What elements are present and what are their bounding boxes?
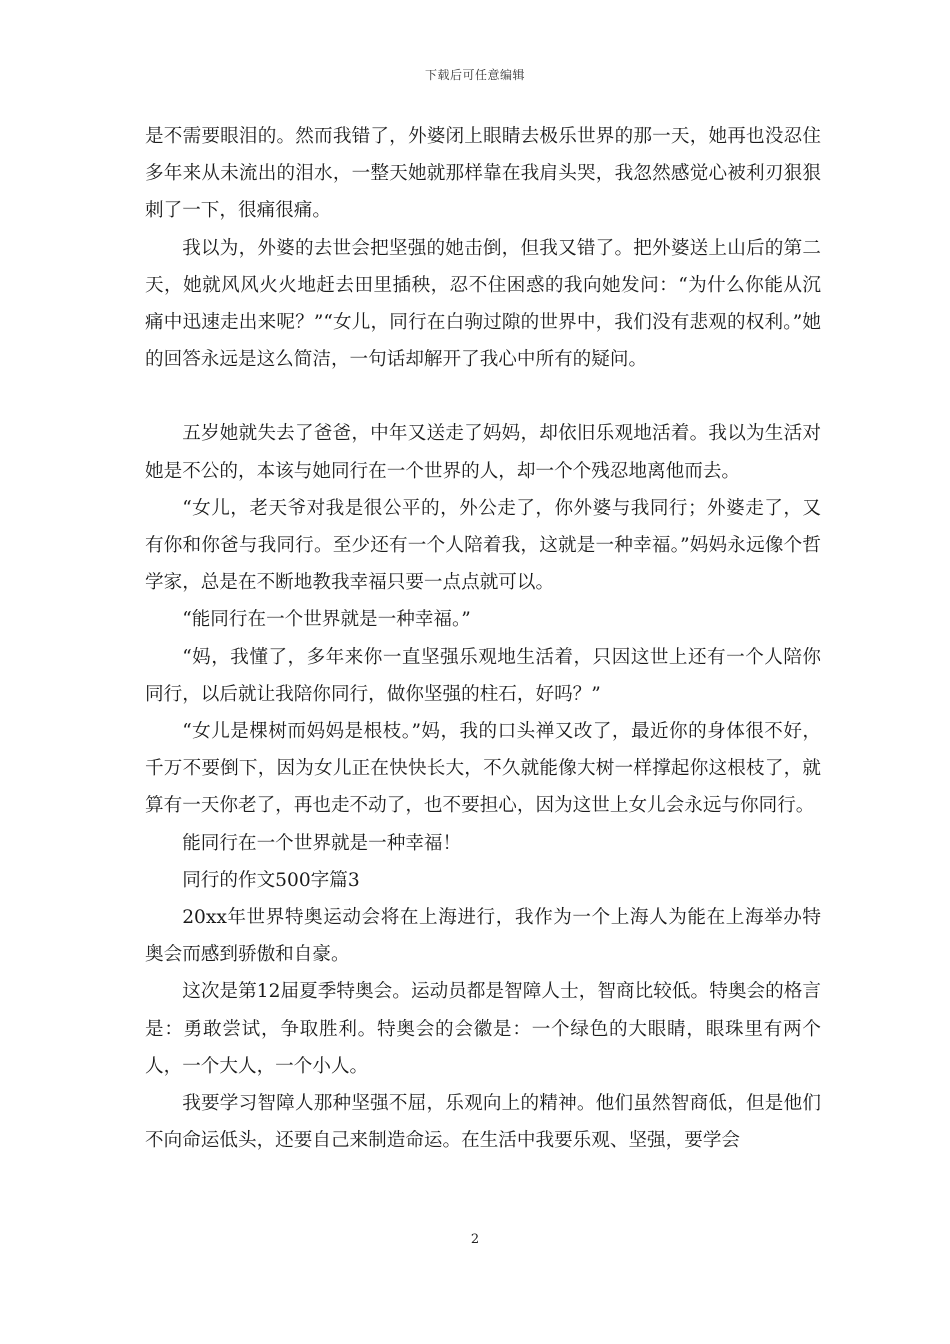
paragraph-8: 能同行在一个世界就是一种幸福！ (182, 832, 462, 854)
paragraph-5: “能同行在一个世界就是一种幸福。” (182, 609, 471, 631)
paragraph-9: 20xx年世界特奥运动会将在上海进行，我作为一个上海人为能在上海举办特奥会而感到骄傲和自豪。 (145, 907, 821, 966)
paragraph-7: “女儿是棵树而妈妈是根枝。”妈，我的口头禅又改了，最近你的身体很不好，千万不要倒下，因为女儿正在快快长大，不久就能像大树一样撑起你这根枝了，就算有一天你老了，再也走不动了，也不要担心，因为这世上女儿会永远与你同行。 (145, 721, 821, 817)
page-number: 2 (470, 1232, 480, 1247)
section-title: 同行的作文500字篇3 (182, 869, 360, 891)
paragraph-10: 这次是第12届夏季特奥会。运动员都是智障人士，智商比较低。特奥会的格言是：勇敢尝试，争取胜利。特奥会的会徽是：一个绿色的大眼睛，眼珠里有两个人，一个大人，一个小人。 (145, 981, 821, 1077)
paragraph-1: 是不需要眼泪的。然而我错了，外婆闭上眼睛去极乐世界的那一天，她再也没忍住多年来从未流出的泪水，一整天她就那样靠在我肩头哭，我忽然感觉心被利刃狠狠刺了一下，很痛很痛。 (145, 126, 821, 222)
paragraph-2: 我以为，外婆的去世会把坚强的她击倒，但我又错了。把外婆送上山后的第二天，她就风风火火地赶去田里插秧，忍不住困惑的我向她发问：“为什么你能从沉痛中迅速走出来呢？”“女儿，同行在白驹过隙的世界中，我们没有悲观的权利。”她的回答永远是这么简洁，一句话却解开了我心中所有的疑问。 (145, 237, 821, 371)
page-header: 下载后可任意编辑 (424, 68, 525, 82)
paragraph-3: 五岁她就失去了爸爸，中年又送走了妈妈，却依旧乐观地活着。我以为生活对她是不公的，本该与她同行在一个世界的人，却一个个残忍地离他而去。 (145, 423, 821, 482)
document-body (145, 118, 821, 1159)
paragraph-6: “妈，我懂了，多年来你一直坚强乐观地生活着，只因这世上还有一个人陪你同行，以后就让我陪你同行，做你坚强的柱石，好吗？” (145, 646, 821, 705)
paragraph-11: 我要学习智障人那种坚强不屈，乐观向上的精神。他们虽然智商低，但是他们不向命运低头，还要自己来制造命运。在生活中我要乐观、坚强，要学会 (145, 1093, 821, 1152)
paragraph-4: “女儿，老天爷对我是很公平的，外公走了，你外婆与我同行；外婆走了，又有你和你爸与我同行。至少还有一个人陪着我，这就是一种幸福。”妈妈永远像个哲学家，总是在不断地教我幸福只要一点点就可以。 (145, 497, 821, 594)
